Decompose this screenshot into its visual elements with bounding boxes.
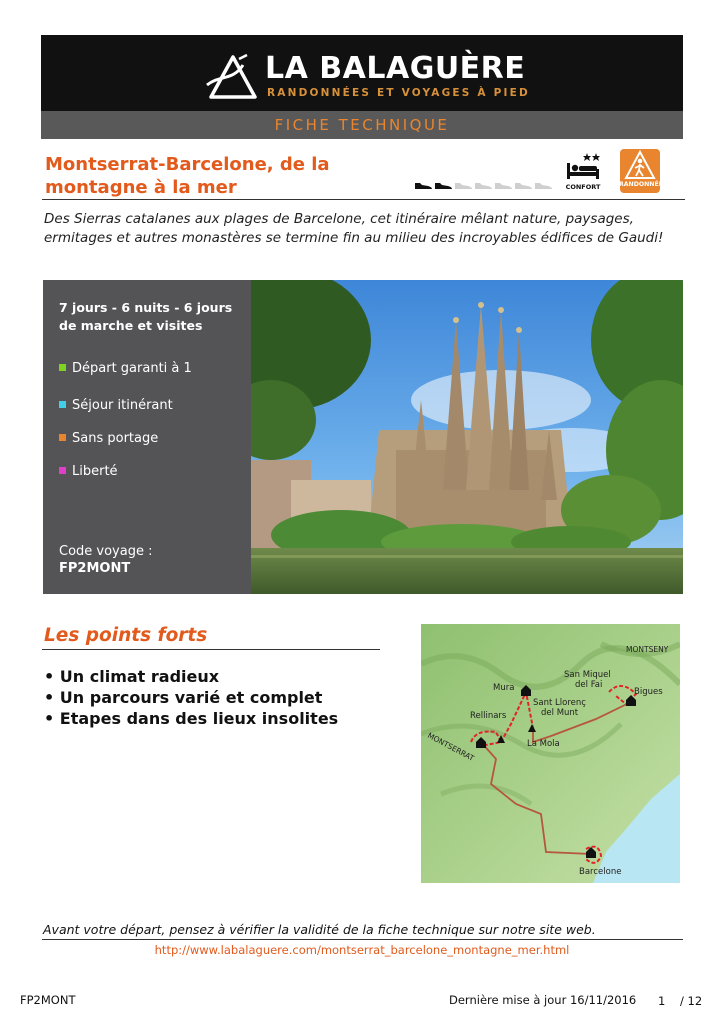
feature-bullet-icon xyxy=(59,434,66,441)
map-label-montserrat: MONTSERRAT xyxy=(426,730,476,763)
comfort-label: CONFORT xyxy=(565,183,601,191)
list-item: • Un climat radieux xyxy=(44,667,220,686)
feature-label: Séjour itinérant xyxy=(72,398,173,413)
page-total: / 12 xyxy=(680,994,703,1008)
feature-item xyxy=(59,398,173,414)
feature-item xyxy=(59,361,192,377)
points-forts-list xyxy=(44,666,338,729)
footer-last-update: Dernière mise à jour 16/11/2016 xyxy=(449,993,637,1007)
feature-bullet-icon xyxy=(59,401,66,408)
feature-item xyxy=(59,431,158,447)
feature-label: Départ garanti à 1 xyxy=(72,361,192,376)
map-label-la-mola: La Mola xyxy=(527,739,560,749)
shoe-empty-icon xyxy=(534,179,553,191)
trip-title xyxy=(45,153,375,199)
footer-divider xyxy=(42,939,683,940)
feature-label: Liberté xyxy=(72,464,118,479)
shoe-empty-icon xyxy=(474,179,493,191)
map-label-bigues: Bigues xyxy=(634,687,663,697)
website-link[interactable]: http://www.labalaguere.com/montserrat_barcelone_montagne_mer.html xyxy=(154,943,570,957)
map-label-montseny: MONTSENY xyxy=(626,645,669,654)
activity-label: RANDONNÉE xyxy=(619,181,663,188)
brand-tagline: RANDONNÉES ET VOYAGES À PIED xyxy=(267,87,530,99)
map-label-sant-llorenc-2: del Munt xyxy=(541,708,579,718)
title-divider xyxy=(42,199,685,200)
activity-badge xyxy=(619,148,661,194)
itinerary-map xyxy=(421,624,680,883)
trip-intro: Des Sierras catalanes aux plages de Barcelone, cet itinéraire mêlant nature, paysages, ermitages et autres monastères se termine fin au milieu des incroyables édifices de Gaudi! xyxy=(44,211,664,246)
map-label-rellinars: Rellinars xyxy=(470,711,507,721)
trip-code-label: Code voyage : xyxy=(59,544,153,559)
brand-logo-icon xyxy=(203,51,263,103)
map-label-barcelone: Barcelone xyxy=(579,867,622,877)
points-forts-heading: Les points forts xyxy=(44,625,208,646)
map-label-mura: Mura xyxy=(493,683,515,693)
verify-note: Avant votre départ, pensez à vérifier la validité de la fiche technique sur notre site web. xyxy=(43,922,596,937)
map-label-san-miquel-2: del Fai xyxy=(575,680,603,690)
trip-title-line2: montagne à la mer xyxy=(45,177,237,198)
shoe-empty-icon xyxy=(454,179,473,191)
page-number: 1 xyxy=(658,994,666,1008)
list-item: • Un parcours varié et complet xyxy=(44,688,323,707)
difficulty-rating xyxy=(414,179,552,195)
feature-label: Sans portage xyxy=(72,431,159,446)
trip-code: FP2MONT xyxy=(59,561,131,576)
section-title: FICHE TECHNIQUE xyxy=(274,116,450,134)
trip-title-line1: Montserrat-Barcelone, de la xyxy=(45,154,330,175)
shoe-empty-icon xyxy=(494,179,513,191)
shoe-empty-icon xyxy=(514,179,533,191)
map-label-san-miquel: San Miquel xyxy=(564,670,611,680)
comfort-badge xyxy=(565,150,601,195)
feature-bullet-icon xyxy=(59,467,66,474)
map-label-sant-llorenc: Sant Llorenç xyxy=(533,698,586,708)
points-forts-divider xyxy=(42,649,380,650)
shoe-filled-icon xyxy=(434,179,453,191)
shoe-filled-icon xyxy=(414,179,433,191)
trip-duration: 7 jours - 6 nuits - 6 jours de marche et visites xyxy=(59,300,233,333)
brand-name: LA BALAGUÈRE xyxy=(265,51,526,86)
sagrada-familia-photo xyxy=(251,280,683,594)
list-item: • Etapes dans des lieux insolites xyxy=(44,709,339,728)
feature-bullet-icon xyxy=(59,364,66,371)
feature-item xyxy=(59,464,118,480)
footer-trip-code: FP2MONT xyxy=(20,993,76,1007)
